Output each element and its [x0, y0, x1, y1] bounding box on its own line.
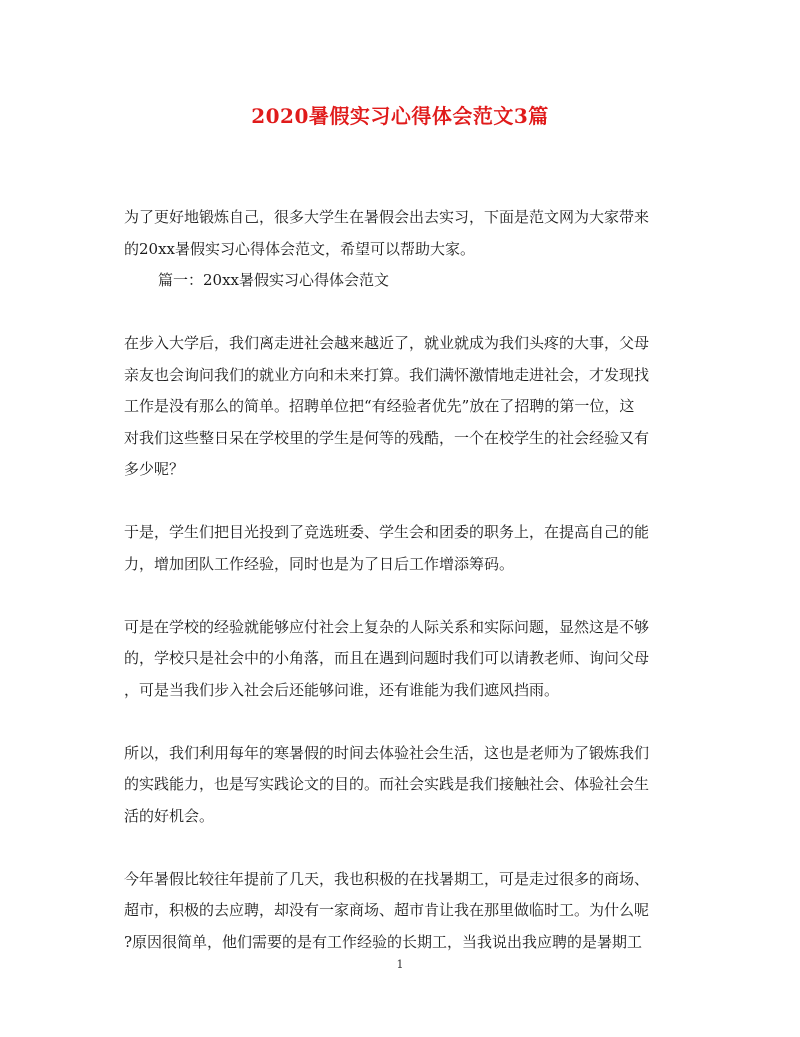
document-body — [124, 202, 680, 958]
text-line: 可是在学校的经验就能够应付社会上复杂的人际关系和实际问题，显然这是不够 — [124, 617, 650, 636]
text-line: 的20xx暑假实习心得体会范文，希望可以帮助大家。 — [124, 239, 476, 258]
paragraph — [124, 517, 680, 580]
paragraph — [124, 738, 680, 833]
section-heading: 篇一：20xx暑假实习心得体会范文 — [158, 271, 390, 289]
text-line: 超市，积极的去应聘，却没有一家商场、超市肯让我在那里做临时工。为什么呢 — [124, 901, 650, 919]
text-line: 活的好机会。 — [124, 806, 215, 825]
text-line: 在步入大学后，我们离走进社会越来越近了，就业就成为我们头疼的大事，父母 — [124, 334, 650, 352]
text-line: 今年暑假比较往年提前了几天，我也积极的在找暑期工，可是走过很多的商场、 — [124, 869, 650, 888]
text-line: 的实践能力，也是写实践论文的目的。而社会实践是我们接触社会、体验社会生 — [124, 775, 650, 793]
text-line: 对我们这些整日呆在学校里的学生是何等的残酷，一个在校学生的社会经验又有 — [124, 428, 650, 447]
text-line: 力，增加团队工作经验，同时也是为了日后工作增添筹码。 — [124, 554, 515, 573]
text-line: 为了更好地锻炼自己，很多大学生在暑假会出去实习，下面是范文网为大家带来 — [124, 208, 650, 226]
text-line: 亲友也会询问我们的就业方向和未来打算。我们满怀激情地走进社会，才发现找 — [124, 365, 650, 384]
text-line: 的，学校只是社会中的小角落，而且在遇到问题时我们可以请教老师、询问父母 — [124, 649, 650, 667]
intro-paragraph — [124, 202, 680, 265]
text-line: 所以，我们利用每年的寒暑假的时间去体验社会生活，这也是老师为了锻炼我们 — [124, 743, 650, 762]
text-line: ?原因很简单，他们需要的是有工作经验的长期工，当我说出我应聘的是暑期工 — [124, 932, 643, 951]
document-title: 2020暑假实习心得体会范文3篇 — [251, 104, 549, 128]
paragraph — [124, 864, 680, 959]
text-line: 于是，学生们把目光投到了竞选班委、学生会和团委的职务上，在提高自己的能 — [124, 523, 650, 541]
text-line: ，可是当我们步入社会后还能够问谁，还有谁能为我们遮风挡雨。 — [124, 680, 560, 699]
page-number: 1 — [396, 958, 404, 971]
paragraph — [124, 328, 680, 486]
text-line: 多少呢？ — [124, 460, 185, 478]
paragraph — [124, 612, 680, 707]
text-line: 工作是没有那么的简单。招聘单位把“有经验者优先”放在了招聘的第一位，这 — [124, 397, 635, 415]
